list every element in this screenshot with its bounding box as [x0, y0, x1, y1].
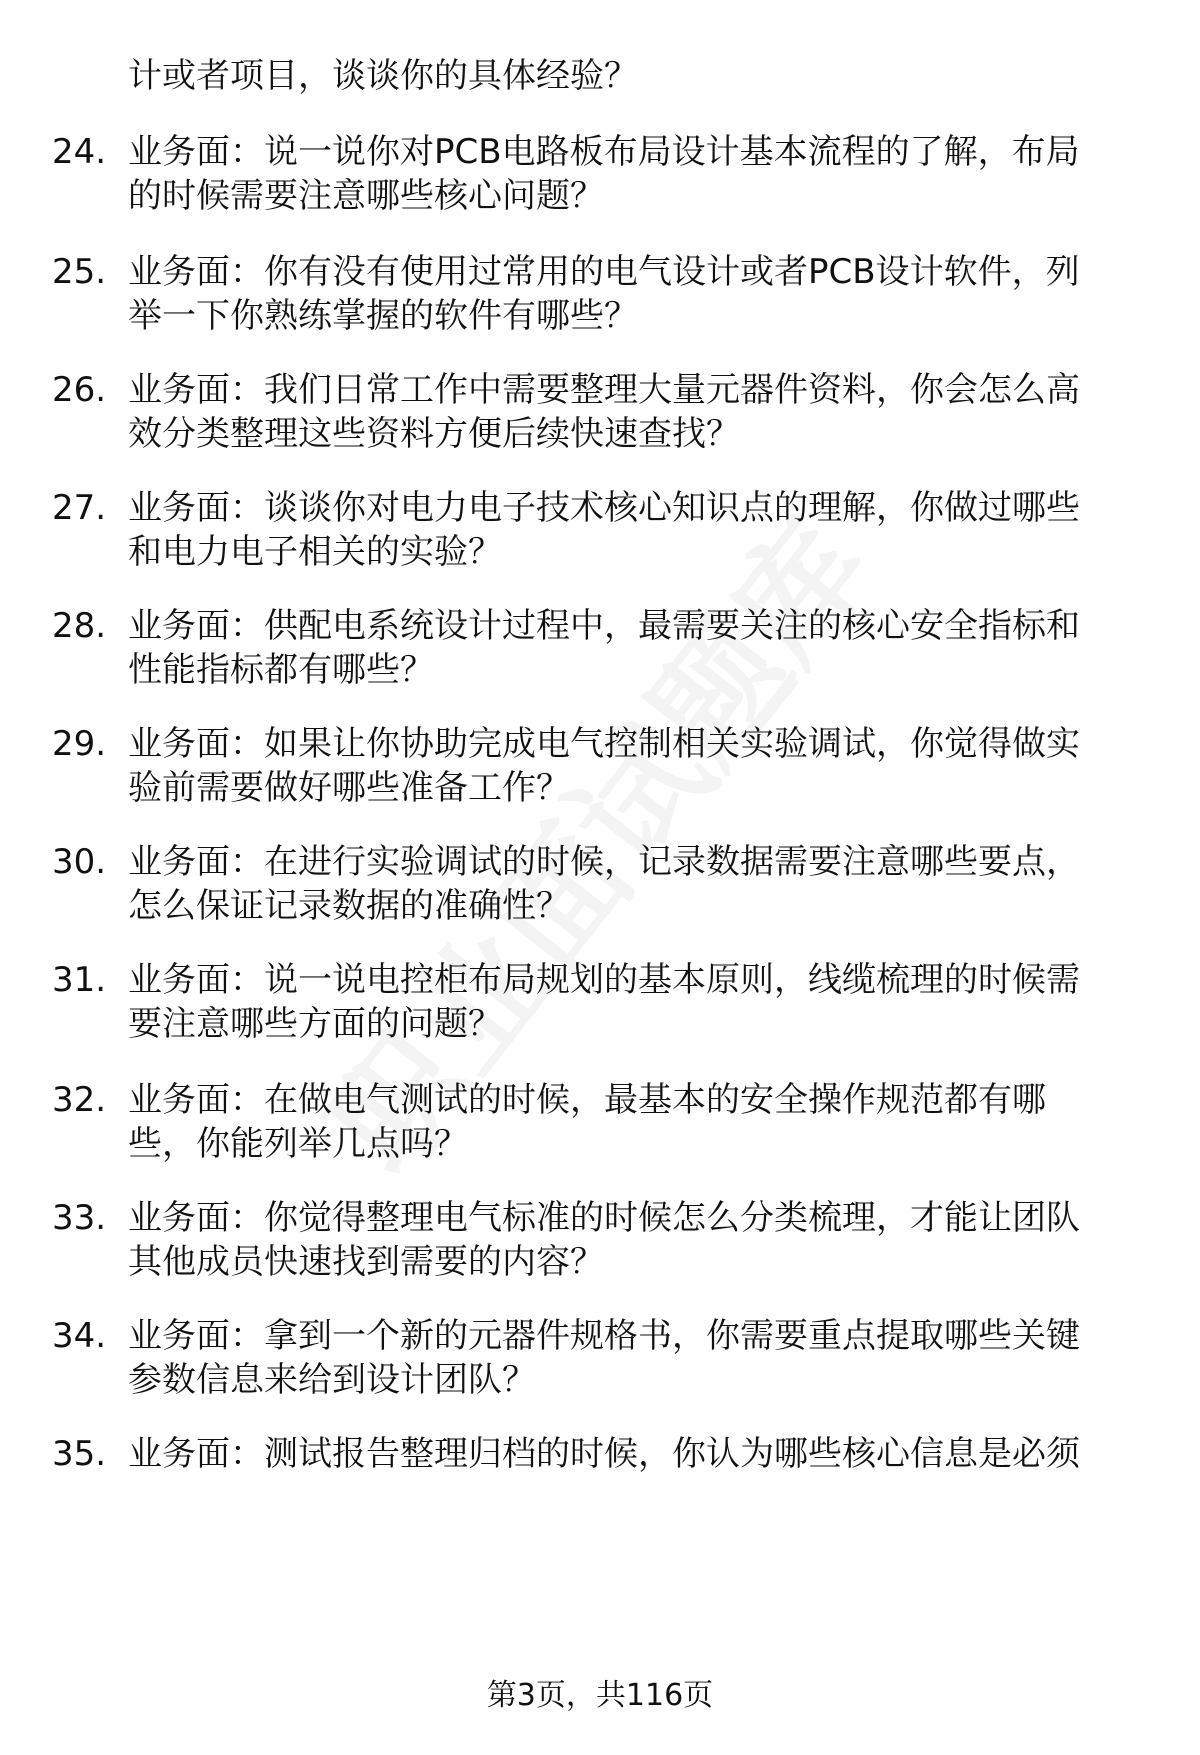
- question-text: 业务面：你觉得整理电气标准的时候怎么分类梳理，才能让团队: [128, 1198, 1080, 1238]
- question-number: 25.: [52, 252, 107, 292]
- page-footer: 第3页，共116页: [486, 1678, 714, 1713]
- question-text: 业务面：你有没有使用过常用的电气设计或者PCB设计软件，列: [128, 252, 1080, 292]
- question-number: 33.: [52, 1198, 107, 1238]
- question-text: 些，你能列举几点吗？: [128, 1124, 468, 1164]
- question-number: 35.: [52, 1434, 107, 1474]
- question-text: 怎么保证记录数据的准确性？: [128, 886, 570, 926]
- question-number: 24.: [52, 132, 107, 172]
- question-text: 要注意哪些方面的问题？: [128, 1004, 502, 1044]
- question-text: 性能指标都有哪些？: [128, 650, 434, 690]
- question-text: 业务面：说一说电控柜布局规划的基本原则，线缆梳理的时候需: [128, 960, 1080, 1000]
- question-number: 26.: [52, 370, 107, 410]
- question-text: 业务面：如果让你协助完成电气控制相关实验调试，你觉得做实: [128, 724, 1080, 764]
- question-text: 其他成员快速找到需要的内容？: [128, 1242, 604, 1282]
- question-text: 参数信息来给到设计团队？: [128, 1360, 536, 1400]
- question-number: 32.: [52, 1080, 107, 1120]
- question-text: 业务面：在进行实验调试的时候，记录数据需要注意哪些要点，: [128, 842, 1080, 882]
- question-text: 业务面：供配电系统设计过程中，最需要关注的核心安全指标和: [128, 606, 1080, 646]
- question-text: 的时候需要注意哪些核心问题？: [128, 176, 604, 216]
- question-text: 业务面：我们日常工作中需要整理大量元器件资料，你会怎么高: [128, 370, 1080, 410]
- question-number: 31.: [52, 960, 107, 1000]
- question-text: 业务面：说一说你对PCB电路板布局设计基本流程的了解，布局: [128, 132, 1080, 172]
- question-text: 验前需要做好哪些准备工作？: [128, 768, 570, 808]
- question-number: 30.: [52, 842, 107, 882]
- question-text: 业务面：测试报告整理归档的时候，你认为哪些核心信息是必须: [128, 1434, 1080, 1474]
- question-number: 27.: [52, 488, 107, 528]
- question-number: 28.: [52, 606, 107, 646]
- question-text: 效分类整理这些资料方便后续快速查找？: [128, 414, 740, 454]
- continuation-line: 计或者项目，谈谈你的具体经验？: [128, 56, 638, 96]
- question-text: 业务面：在做电气测试的时候，最基本的安全操作规范都有哪: [128, 1080, 1046, 1120]
- question-text: 业务面：拿到一个新的元器件规格书，你需要重点提取哪些关键: [128, 1316, 1080, 1356]
- question-text: 业务面：谈谈你对电力电子技术核心知识点的理解，你做过哪些: [128, 488, 1080, 528]
- question-text: 和电力电子相关的实验？: [128, 532, 502, 572]
- question-text: 举一下你熟练掌握的软件有哪些？: [128, 296, 638, 336]
- question-number: 29.: [52, 724, 107, 764]
- question-number: 34.: [52, 1316, 107, 1356]
